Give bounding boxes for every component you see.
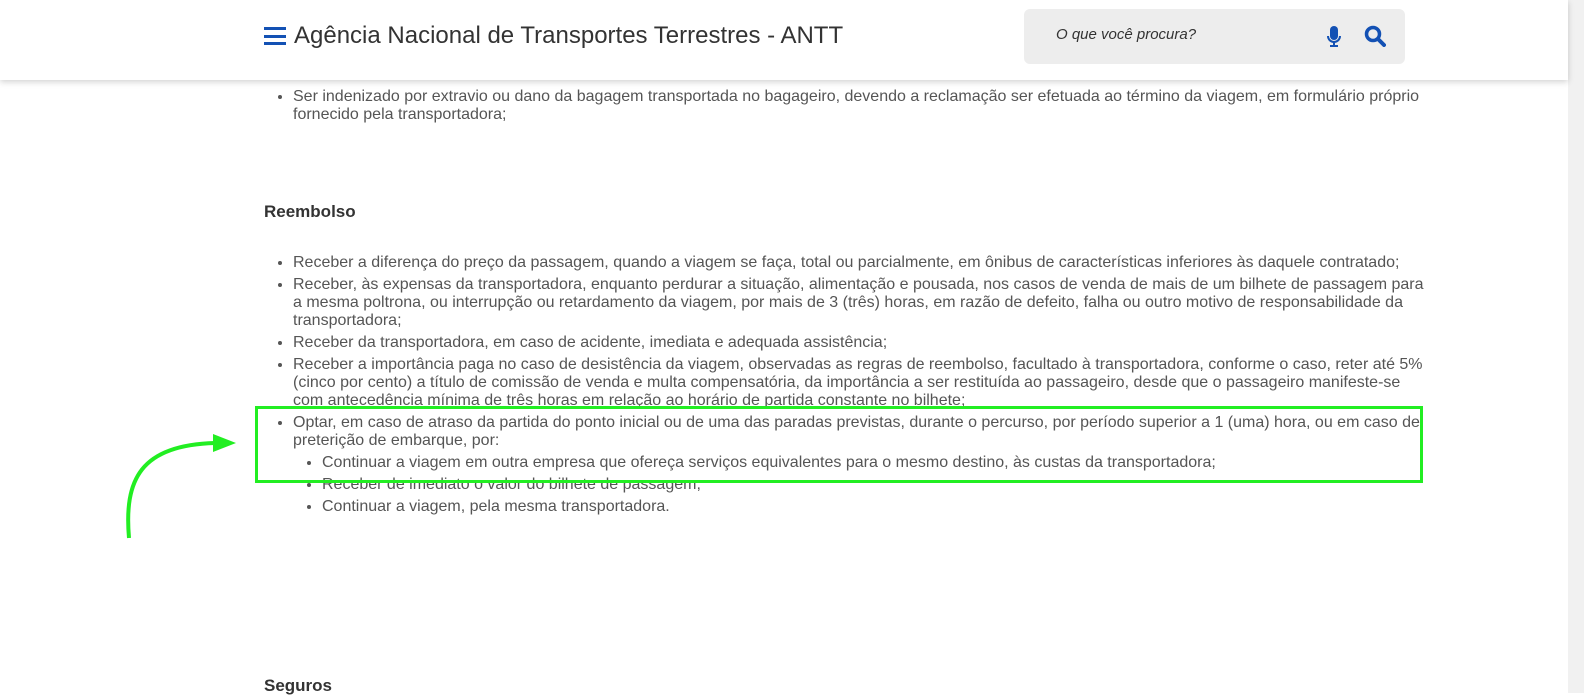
list-item: • Receber, às expensas da transportadora, enquanto perdurar a situação, alimentação e pousada, nos casos de venda de mais de um bilhete de passagem para a mesma poltrona, ou interrupção ou retardamento da viagem, por mais de 3 (três) horas, em razão de defeito, falha ou outro motivo de responsabilidade da transportadora;	[293, 276, 1433, 330]
sub-list-item: • Continuar a viagem em outra empresa que ofereça serviços equivalentes para o mesmo destino, às custas da transportadora;	[322, 454, 1433, 472]
sub-list-item: • Continuar a viagem, pela mesma transportadora.	[322, 498, 1433, 516]
search-input[interactable]	[1054, 25, 1308, 44]
site-title[interactable]: Agência Nacional de Transportes Terrestres - ANTT	[294, 22, 844, 49]
list-item-text: Optar, em caso de atraso da partida do ponto inicial ou de uma das paradas previstas, durante o percurso, por período superior a 1 (uma) hora, ou em caso de preterição de embarque, por:	[293, 414, 1420, 449]
list-item: • Receber a diferença do preço da passagem, quando a viagem se faça, total ou parcialmente, em ônibus de características inferiores às daquele contratado;	[293, 254, 1433, 272]
highlight-box	[255, 406, 1423, 483]
site-header	[0, 0, 1568, 80]
previous-list	[264, 88, 1433, 128]
hamburger-menu-icon[interactable]	[264, 27, 286, 45]
search-icon[interactable]	[1364, 25, 1386, 47]
list-item: • Ser indenizado por extravio ou dano da bagagem transportada no bagageiro, devendo a reclamação ser efetuada ao término da viagem, em formulário próprio fornecido pela transportadora;	[293, 88, 1433, 124]
search-box	[1024, 9, 1405, 64]
scrollbar[interactable]	[1568, 0, 1584, 693]
sub-list-item: • Receber de imediato o valor do bilhete de passagem;	[322, 476, 1433, 494]
list-item-highlighted: • Receber a importância paga no caso de desistência da viagem, observadas as regras de reembolso, facultado à transportadora, conforme o caso, reter até 5% (cinco por cento) a título de comissão de venda e multa compensatória, da importância a ser restituída ao passageiro, desde que o passageiro manifeste-se com antecedência mínima de três horas em relação ao horário de partida constante no bilhete;	[293, 356, 1433, 410]
annotation-arrow-icon	[0, 0, 400, 693]
section-heading-seguros: Seguros	[264, 676, 333, 695]
section-heading-reembolso: Reembolso	[264, 202, 356, 221]
microphone-icon[interactable]	[1327, 26, 1341, 48]
list-item: • Receber da transportadora, em caso de acidente, imediata e adequada assistência;	[293, 334, 1433, 352]
